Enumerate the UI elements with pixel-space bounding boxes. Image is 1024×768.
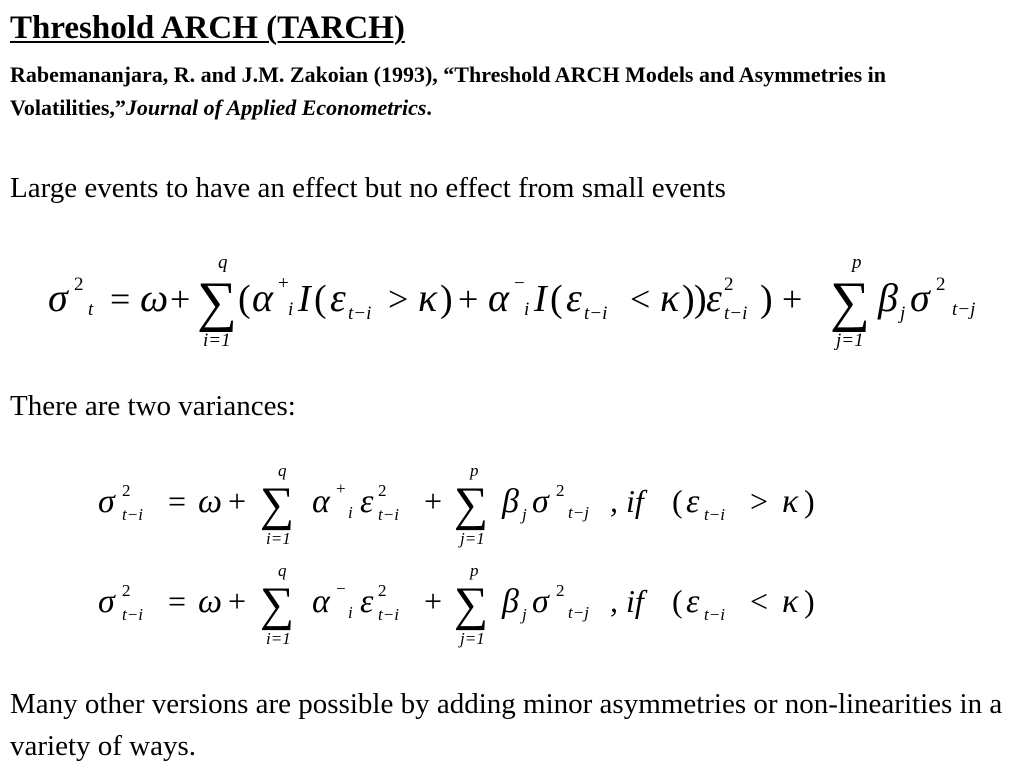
sum-upper-limit: q [278, 461, 287, 480]
sigma-subscript: t−j [568, 503, 589, 522]
epsilon-symbol: ε [360, 583, 374, 620]
beta-subscript: j [522, 505, 527, 524]
close-paren: ) [760, 278, 773, 320]
alpha-minus-subscript: i [524, 299, 530, 320]
sum-upper-limit: q [218, 252, 228, 273]
epsilon-symbol: ε [686, 483, 700, 520]
summation-symbol: ∑ [454, 578, 489, 631]
sum-lower-limit: j=1 [460, 629, 485, 648]
alpha-plus-symbol: α [312, 483, 330, 520]
epsilon-symbol: ε [360, 483, 374, 520]
variance-below-threshold-equation [90, 562, 850, 672]
epsilon-subscript: t−i [704, 605, 725, 624]
equals-sign: = [168, 483, 187, 519]
sum-lower-limit: j=1 [836, 330, 864, 351]
sigma-symbol: σ [910, 275, 930, 320]
kappa-symbol: κ [418, 275, 438, 320]
other-versions-text: Many other versions are possible by adding minor asymmetries or non-linearities in a variety of ways. [10, 688, 1003, 762]
sigma-superscript: 2 [556, 481, 565, 500]
sigma-symbol: σ [98, 483, 115, 520]
sigma-symbol: σ [532, 583, 549, 620]
epsilon-subscript: t−i [348, 303, 372, 324]
plus-sign: + [424, 483, 443, 519]
sum-upper-limit: p [852, 252, 862, 273]
epsilon-subscript: t−i [584, 303, 608, 324]
close-paren: ) [682, 278, 695, 320]
omega-symbol: ω [140, 275, 169, 320]
open-paren: ( [550, 278, 563, 320]
sigma-subscript: t−i [122, 605, 143, 624]
epsilon-subscript: t−i [378, 505, 399, 524]
epsilon-subscript: t−i [704, 505, 725, 524]
close-paren: ) [694, 278, 707, 320]
greater-sign: > [750, 483, 769, 519]
tarch-equation [40, 245, 1010, 355]
epsilon-superscript: 2 [378, 481, 387, 500]
sigma-superscript: 2 [122, 481, 131, 500]
close-paren: ) [440, 278, 453, 320]
epsilon-superscript: 2 [724, 274, 734, 295]
close-paren: ) [804, 583, 815, 619]
beta-symbol: β [502, 483, 519, 520]
kappa-symbol: κ [782, 483, 799, 520]
plus-sign: + [228, 583, 247, 619]
greater-sign: > [388, 279, 409, 319]
if-label: , if [610, 583, 644, 619]
sigma-symbol: σ [48, 275, 68, 320]
sigma-symbol: σ [532, 483, 549, 520]
summation-symbol: ∑ [454, 478, 489, 531]
sum-lower-limit: i=1 [203, 330, 231, 351]
plus-sign: + [458, 279, 479, 319]
omega-symbol: ω [198, 483, 223, 520]
kappa-symbol: κ [660, 275, 680, 320]
large-events-text: Large events to have an effect but no effect from small events [10, 172, 726, 204]
alpha-minus-symbol: α [312, 583, 330, 620]
citation-journal: Journal of Applied Econometrics [125, 95, 427, 120]
equals-sign: = [110, 279, 131, 319]
beta-symbol: β [878, 275, 898, 320]
sigma-superscript: 2 [74, 274, 84, 295]
indicator-symbol: I [534, 278, 547, 320]
sigma-superscript: 2 [936, 274, 946, 295]
sigma-superscript: 2 [122, 581, 131, 600]
sigma-superscript: 2 [556, 581, 565, 600]
plus-sign: + [170, 279, 191, 319]
sigma-symbol: σ [98, 583, 115, 620]
epsilon-symbol: ε [706, 275, 722, 320]
variance-above-threshold-equation [90, 462, 850, 572]
summation-symbol: ∑ [260, 578, 295, 631]
sum-upper-limit: q [278, 561, 287, 580]
alpha-minus-symbol: α [488, 275, 509, 320]
citation [10, 58, 1000, 124]
two-variances-text: There are two variances: [10, 390, 296, 422]
indicator-symbol: I [298, 278, 311, 320]
plus-sign: + [424, 583, 443, 619]
alpha-minus-subscript: i [348, 603, 353, 622]
sigma-subscript: t [88, 299, 94, 320]
sum-lower-limit: i=1 [266, 529, 291, 548]
less-sign: < [750, 583, 769, 619]
sum-upper-limit: p [470, 561, 479, 580]
sigma-subscript: t−j [952, 299, 976, 320]
epsilon-symbol: ε [686, 583, 700, 620]
epsilon-symbol: ε [566, 275, 582, 320]
alpha-plus-superscript: + [336, 479, 346, 498]
beta-symbol: β [502, 583, 519, 620]
alpha-minus-superscript: − [336, 579, 346, 598]
kappa-symbol: κ [782, 583, 799, 620]
alpha-plus-subscript: i [288, 299, 294, 320]
alpha-plus-superscript: + [278, 273, 289, 294]
open-paren: ( [672, 483, 683, 519]
beta-subscript: j [900, 303, 906, 324]
epsilon-subscript: t−i [378, 605, 399, 624]
sum-lower-limit: j=1 [460, 529, 485, 548]
if-label: , if [610, 483, 644, 519]
sigma-subscript: t−i [122, 505, 143, 524]
alpha-minus-superscript: − [514, 273, 525, 294]
slide-title: Threshold ARCH (TARCH) [10, 10, 405, 46]
sum-lower-limit: i=1 [266, 629, 291, 648]
open-paren: ( [314, 278, 327, 320]
beta-subscript: j [522, 605, 527, 624]
omega-symbol: ω [198, 583, 223, 620]
epsilon-subscript: t−i [724, 303, 748, 324]
citation-authors: Rabemananjara, R. and J.M. Zakoian (1993), “Threshold ARCH Models and Asymmetries in Volatilities,” [10, 62, 886, 120]
summation-symbol: ∑ [197, 271, 237, 333]
sum-upper-limit: p [470, 461, 479, 480]
epsilon-superscript: 2 [378, 581, 387, 600]
summation-symbol: ∑ [260, 478, 295, 531]
sigma-subscript: t−j [568, 603, 589, 622]
alpha-plus-subscript: i [348, 503, 353, 522]
epsilon-symbol: ε [330, 275, 346, 320]
less-sign: < [630, 279, 651, 319]
close-paren: ) [804, 483, 815, 519]
open-paren: ( [238, 278, 251, 320]
citation-period: . [426, 95, 432, 120]
alpha-plus-symbol: α [252, 275, 273, 320]
open-paren: ( [672, 583, 683, 619]
plus-sign: + [228, 483, 247, 519]
equals-sign: = [168, 583, 187, 619]
summation-symbol: ∑ [830, 271, 870, 333]
plus-sign: + [782, 279, 803, 319]
